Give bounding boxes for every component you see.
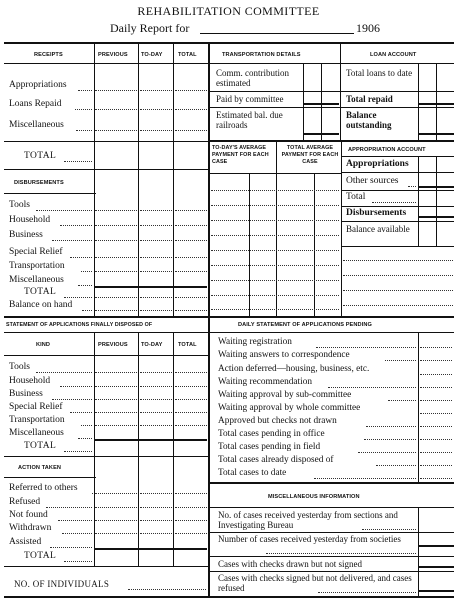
disbursement-cell-line <box>175 297 207 298</box>
disbursement-leader <box>82 310 92 311</box>
pending-leader <box>366 426 416 427</box>
average-header-rule <box>209 173 341 174</box>
statement-cell-line <box>95 412 137 413</box>
appropriation-amount-divider <box>436 156 437 246</box>
disbursement-cell-line <box>140 240 172 241</box>
misc-row-label: Cases with checks signed but not delivered, and cases refused <box>218 573 412 593</box>
disbursements-header-rule <box>4 193 96 194</box>
disbursement-row-label: Transportation <box>9 261 65 271</box>
disbursement-cell-line <box>95 297 137 298</box>
loan-row-label: Balance outstanding <box>346 110 392 130</box>
action-bottom-rule <box>4 566 208 567</box>
misc-info-header: MISCELLANEOUS INFORMATION <box>268 494 360 500</box>
receipts-header-rule <box>4 63 208 64</box>
disbursement-subtotal-rule <box>95 286 207 288</box>
misc-amount-rule <box>418 566 454 568</box>
appropriation-row-rule <box>341 206 454 207</box>
receipts-leader <box>64 161 92 162</box>
average-row-line <box>211 250 339 251</box>
receipts-header: RECEIPTS <box>34 52 63 58</box>
appropriation-leader <box>408 186 416 187</box>
action-taken-header-rule <box>4 477 96 478</box>
statement-leader <box>52 399 92 400</box>
statement-cell-line <box>140 425 172 426</box>
form-top-border <box>4 42 454 44</box>
appropriation-bottom-rule <box>341 246 454 247</box>
disbursement-row-label: Business <box>9 230 43 240</box>
disbursement-leader <box>52 240 92 241</box>
appropriation-row-label: Total <box>346 192 366 202</box>
pending-row-label: Waiting recommendation <box>218 377 312 387</box>
appropriation-row-rule <box>341 221 454 222</box>
appropriation-header-rule <box>341 156 454 157</box>
transportation-row-label: Paid by committee <box>216 94 284 104</box>
action-cell-line <box>175 493 207 494</box>
appropriation-amount-divider <box>418 156 419 246</box>
action-row-label: Withdrawn <box>9 523 52 533</box>
disbursement-row-label: Tools <box>9 200 30 210</box>
pending-row-label: Action deferred—housing, business, etc. <box>218 364 370 374</box>
disbursement-cell-line <box>175 210 207 211</box>
appropriation-amount-rule <box>418 186 454 188</box>
receipts-total-label: TOTAL <box>24 151 57 161</box>
statement-cell-line <box>175 372 207 373</box>
receipts-cell-line <box>95 130 137 131</box>
transportation-header: TRANSPORTATION DETAILS <box>222 52 301 58</box>
disbursement-cell-line <box>140 257 172 258</box>
receipts-leader <box>78 90 92 91</box>
statement-row-label: Transportation <box>9 415 65 425</box>
disbursement-cell-line <box>140 310 172 311</box>
transportation-row-label: Comm. contribution estimated <box>216 68 289 88</box>
appropriation-row-line <box>343 290 453 291</box>
statement-leader <box>64 451 92 452</box>
statement-col-divider <box>173 332 174 566</box>
action-cell-line <box>95 493 137 494</box>
pending-leader <box>388 400 416 401</box>
statement-cell-line <box>140 399 172 400</box>
action-leader <box>46 507 92 508</box>
balance-on-hand-label: Balance on hand <box>9 300 73 310</box>
misc-row-label: No. of cases received yesterday from sections and Investigating Bureau <box>218 510 398 530</box>
pending-leader <box>314 478 416 479</box>
action-cell-line <box>95 533 137 534</box>
action-total-label: TOTAL <box>24 551 57 561</box>
appropriation-row-label: Other sources <box>346 176 399 186</box>
statement-leader <box>81 425 92 426</box>
misc-leader <box>318 592 416 593</box>
average-row-line <box>211 205 339 206</box>
statement-col-divider <box>138 332 139 566</box>
receipts-bottom-rule <box>4 169 208 170</box>
statement-cell-line <box>140 372 172 373</box>
receipts-cell-line <box>175 90 207 91</box>
action-row-label: Referred to others <box>9 483 78 493</box>
report-date-line <box>200 33 354 34</box>
statement-disposed-header: STATEMENT OF APPLICATIONS FINALLY DISPOSED OF <box>6 322 153 328</box>
receipts-total-rule <box>4 141 208 142</box>
report-date-prefix: Daily Report for <box>110 21 190 35</box>
receipts-cell-line <box>140 109 172 110</box>
disbursement-cell-line <box>175 225 207 226</box>
right-mid-rule <box>209 140 454 142</box>
loan-account-header: LOAN ACCOUNT <box>370 52 417 58</box>
transportation-amount-rule <box>303 133 339 135</box>
pending-leader <box>316 347 416 348</box>
action-taken-header: ACTION TAKEN <box>18 465 62 471</box>
col-divider-previous <box>94 42 95 316</box>
pending-row-label: Total cases already disposed of <box>218 455 334 465</box>
appropriation-row-line <box>343 275 453 276</box>
misc-leader <box>362 529 416 530</box>
statement-cell-line <box>175 399 207 400</box>
average-row-line <box>211 309 339 310</box>
pending-leader <box>364 439 416 440</box>
action-leader <box>50 547 92 548</box>
action-cell-line <box>140 507 172 508</box>
action-leader <box>64 561 92 562</box>
action-cell-line <box>140 520 172 521</box>
pending-amount-line <box>420 374 452 375</box>
action-leader <box>92 493 93 494</box>
pending-amount-line <box>420 400 452 401</box>
pending-row-label: Waiting approval by sub-committee <box>218 390 352 400</box>
loan-row-rule <box>341 91 454 92</box>
statement-cell-line <box>175 412 207 413</box>
transportation-amount-rule <box>303 103 339 105</box>
action-row-label: Not found <box>9 510 48 520</box>
total-average-header: TOTAL AVERAGE PAYMENT FOR EACH CASE <box>281 145 339 165</box>
disbursement-cell-line <box>95 240 137 241</box>
misc-row-label: Cases with checks drawn but not signed <box>218 559 362 569</box>
disbursement-leader <box>64 297 92 298</box>
appropriation-row-rule <box>341 190 454 191</box>
pending-row-label: Waiting approval by whole committee <box>218 403 361 413</box>
receipts-row-label: Miscellaneous <box>9 120 64 130</box>
todays-average-header: TO-DAY'S AVERAGE PAYMENT FOR EACH CASE <box>212 145 269 165</box>
loan-row-rule <box>341 107 454 108</box>
appropriation-leader <box>372 202 416 203</box>
average-appropriation-divider <box>341 140 342 316</box>
misc-leader <box>266 553 416 554</box>
pending-row-label: Total cases pending in field <box>218 442 321 452</box>
pending-top-rule <box>209 316 454 318</box>
appropriation-row-line <box>343 305 453 306</box>
disbursement-cell-line <box>95 310 137 311</box>
pending-row-label: Approved but checks not drawn <box>218 416 337 426</box>
disbursements-total-label: TOTAL <box>24 287 57 297</box>
receipts-cell-line <box>140 130 172 131</box>
form-center-divider <box>208 42 210 596</box>
disbursement-cell-line <box>95 210 137 211</box>
disbursement-cell-line <box>95 225 137 226</box>
statement-cell-line <box>95 372 137 373</box>
average-row-line <box>211 265 339 266</box>
statement-leader <box>78 438 92 439</box>
pending-row-label: Total cases to date <box>218 468 287 478</box>
individuals-leader <box>128 589 206 590</box>
pending-amount-line <box>420 360 452 361</box>
statement-row-label: Special Relief <box>9 402 63 412</box>
pending-amount-line <box>420 413 452 414</box>
disbursement-cell-line <box>175 271 207 272</box>
form-bottom-border <box>4 596 454 598</box>
receipts-cell-line <box>95 109 137 110</box>
disbursement-cell-line <box>175 240 207 241</box>
statement-total-label: TOTAL <box>24 441 57 451</box>
average-row-line <box>211 220 339 221</box>
disbursement-cell-line <box>95 271 137 272</box>
statement-col-today: TO-DAY <box>141 342 163 348</box>
statement-kind-rule <box>4 355 208 356</box>
misc-amount-divider <box>418 507 419 596</box>
misc-amount-rule <box>418 590 454 592</box>
statement-row-label: Business <box>9 389 43 399</box>
statement-header-rule <box>4 332 208 333</box>
appropriation-account-header: APPROPRIATION ACCOUNT <box>348 147 426 153</box>
statement-row-label: Tools <box>9 362 30 372</box>
misc-row-rule <box>209 571 454 572</box>
average-row-line <box>211 280 339 281</box>
receipts-cell-line <box>95 90 137 91</box>
appropriation-row-label: Appropriations <box>346 159 409 169</box>
individuals-label: NO. OF INDIVIDUALS <box>14 579 110 589</box>
receipts-leader <box>75 109 92 110</box>
average-row-line <box>211 295 339 296</box>
col-divider-today <box>138 42 139 316</box>
action-row-label: Refused <box>9 497 41 507</box>
statement-bottom-rule <box>4 456 208 457</box>
receipts-leader <box>76 130 92 131</box>
loan-row-label: Total repaid <box>346 94 393 104</box>
statement-subtotal-rule <box>95 439 207 441</box>
receipts-cell-line <box>140 90 172 91</box>
receipts-row-label: Loans Repaid <box>9 99 62 109</box>
statement-leader <box>60 386 92 387</box>
disbursement-row-label: Miscellaneous <box>9 275 64 285</box>
loan-amount-divider <box>418 63 419 140</box>
action-cell-line <box>95 507 137 508</box>
receipts-cell-line <box>175 130 207 131</box>
disbursement-leader <box>81 271 92 272</box>
statement-cell-line <box>140 412 172 413</box>
report-year: 1906 <box>356 21 380 35</box>
action-cell-line <box>95 520 137 521</box>
misc-amount-rule <box>418 545 454 547</box>
pending-amount-line <box>420 465 452 466</box>
statement-cell-line <box>95 399 137 400</box>
action-cell-line <box>140 493 172 494</box>
statement-col-divider <box>94 332 95 566</box>
misc-row-label: Number of cases received yesterday from societies <box>218 534 401 544</box>
pending-amount-line <box>420 426 452 427</box>
receipts-col-previous: PREVIOUS <box>98 52 128 58</box>
statement-col-kind: KIND <box>36 342 51 348</box>
loan-amount-divider <box>436 63 437 140</box>
pending-leader <box>385 360 416 361</box>
disbursement-leader <box>70 257 92 258</box>
statement-cell-line <box>140 386 172 387</box>
statement-col-previous: PREVIOUS <box>98 342 128 348</box>
statement-row-label: Miscellaneous <box>9 428 64 438</box>
appropriation-row-line <box>343 260 453 261</box>
statement-cell-line <box>175 425 207 426</box>
pending-amount-line <box>420 478 452 479</box>
average-col-divider <box>276 140 277 316</box>
disbursement-row-label: Household <box>9 215 51 225</box>
receipts-col-total: TOTAL <box>178 52 197 58</box>
average-row-line <box>211 235 339 236</box>
statement-cell-line <box>175 386 207 387</box>
disbursement-cell-line <box>140 271 172 272</box>
disbursement-row-label: Special Relief <box>9 247 63 257</box>
pending-leader <box>328 387 416 388</box>
disbursement-cell-line <box>95 257 137 258</box>
disbursement-leader <box>60 225 92 226</box>
page-title: REHABILITATION COMMITTEE <box>137 4 320 18</box>
action-subtotal-rule <box>95 548 207 550</box>
misc-top-rule <box>209 482 454 484</box>
pending-header: DAILY STATEMENT OF APPLICATIONS PENDING <box>238 322 372 328</box>
action-cell-line <box>175 507 207 508</box>
pending-row-label: Waiting answers to correspondence <box>218 350 350 360</box>
pending-leader <box>358 452 416 453</box>
appropriation-row-label: Balance available <box>346 224 410 234</box>
statement-cell-line <box>95 425 137 426</box>
receipts-cell-line <box>175 109 207 110</box>
average-row-line <box>211 190 339 191</box>
loan-amount-rule <box>418 133 454 135</box>
statement-top-rule <box>4 316 208 318</box>
loan-row-label: Total loans to date <box>346 68 413 78</box>
pending-amount-line <box>420 347 452 348</box>
pending-amount-line <box>420 452 452 453</box>
receipts-row-label: Appropriations <box>9 80 67 90</box>
pending-amount-divider <box>418 332 419 482</box>
disbursement-cell-line <box>175 310 207 311</box>
appropriation-row-rule <box>341 172 454 173</box>
action-leader <box>62 533 92 534</box>
appropriation-row-label: Disbursements <box>346 208 407 218</box>
disbursement-cell-line <box>175 257 207 258</box>
appropriation-amount-rule <box>418 216 454 218</box>
disbursement-leader <box>36 210 92 211</box>
misc-row-rule <box>209 556 454 557</box>
col-divider-total <box>173 42 174 316</box>
misc-row-rule <box>209 532 454 533</box>
statement-leader <box>36 372 92 373</box>
action-row-label: Assisted <box>9 537 42 547</box>
loan-amount-rule <box>418 103 454 105</box>
action-leader <box>58 520 92 521</box>
pending-row-label: Waiting registration <box>218 337 292 347</box>
transportation-amount-divider <box>303 63 304 140</box>
pending-amount-line <box>420 387 452 388</box>
disbursement-cell-line <box>140 225 172 226</box>
action-cell-line <box>175 533 207 534</box>
transportation-amount-divider <box>321 63 322 140</box>
disbursement-leader <box>78 285 92 286</box>
disbursement-cell-line <box>140 297 172 298</box>
receipts-col-today: TO-DAY <box>141 52 163 58</box>
disbursement-cell-line <box>140 210 172 211</box>
pending-row-label: Total cases pending in office <box>218 429 325 439</box>
pending-amount-line <box>420 439 452 440</box>
action-cell-line <box>175 520 207 521</box>
statement-col-total: TOTAL <box>178 342 197 348</box>
statement-leader <box>70 412 92 413</box>
statement-cell-line <box>95 386 137 387</box>
statement-row-label: Household <box>9 376 51 386</box>
disbursements-header: DISBURSEMENTS <box>14 180 64 186</box>
transportation-row-label: Estimated bal. due railroads <box>216 110 283 130</box>
action-cell-line <box>140 533 172 534</box>
pending-leader <box>376 465 416 466</box>
